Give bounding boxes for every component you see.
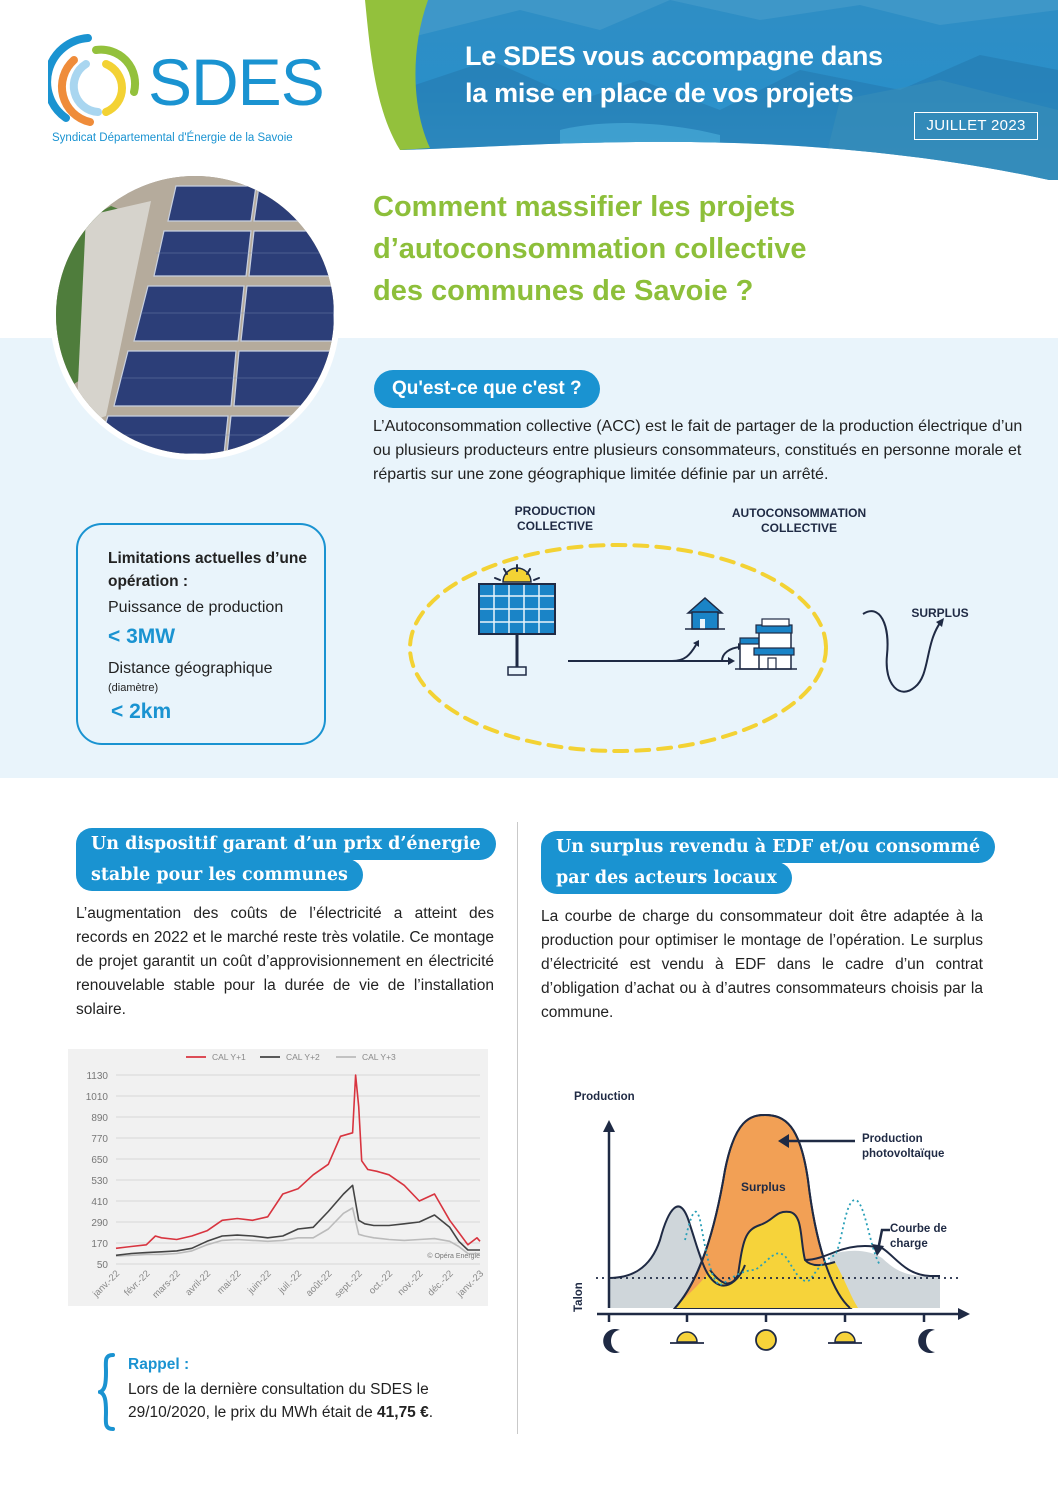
y-tick-label: 890 bbox=[91, 1113, 108, 1124]
production-collective-label bbox=[500, 504, 610, 534]
series-line-cal-y-2 bbox=[116, 1185, 480, 1255]
load-curve-annotation: Courbe de charge bbox=[890, 1223, 947, 1250]
x-tick-label: févr.-22 bbox=[122, 1268, 153, 1299]
price-section-text: L’augmentation des coûts de l’électricité a atteint des records en 2022 et le marché reste très volatile. Ce montage de projet garantit un coût d’approvisionnement en électricité renouvelable stable pour la durée de vie de l’installation solaire. bbox=[76, 905, 494, 1018]
header-title-line-1: Le SDES vous accompagne dans bbox=[465, 41, 883, 71]
x-tick-label: mai-22 bbox=[215, 1268, 244, 1297]
pv-production-annotation: Production photovoltaïque bbox=[862, 1133, 945, 1160]
brace-icon bbox=[98, 1352, 116, 1432]
logo-wordmark: SDES bbox=[148, 45, 324, 119]
surplus-section-text: La courbe de charge du consommateur doit être adaptée à la production pour optimiser le montage de l’opération. Le surplus d’électricité est vendu à EDF dans le cadre d’un contrat d’obligation d’achat ou à d’autres consommateurs choisis par la commune. bbox=[541, 908, 983, 1021]
logo-rings-icon bbox=[48, 30, 148, 130]
main-title-line-1: Comment massifier les projets bbox=[373, 191, 796, 223]
surplus-wave bbox=[863, 611, 940, 692]
series-line-cal-y-3 bbox=[116, 1208, 480, 1256]
main-title bbox=[373, 186, 933, 312]
price-chart-svg bbox=[68, 1049, 488, 1306]
chart-credit: © Opéra Energie bbox=[427, 1253, 480, 1260]
x-axis-arrow-icon bbox=[958, 1308, 970, 1320]
arrow-to-house bbox=[672, 645, 696, 661]
power-value: < 3MW bbox=[108, 625, 176, 648]
x-tick-label: avril-22 bbox=[183, 1268, 214, 1299]
rappel-price: 41,75 € bbox=[377, 1404, 429, 1421]
x-tick-label: août-22 bbox=[303, 1268, 335, 1299]
distance-label: Distance géographique bbox=[108, 660, 273, 677]
production-label-line-2: COLLECTIVE bbox=[516, 519, 593, 533]
x-tick-label: nov.-22 bbox=[395, 1268, 426, 1299]
y-tick-label: 1130 bbox=[86, 1071, 108, 1082]
production-axis-label: Production bbox=[574, 1091, 635, 1103]
load-curve-svg bbox=[560, 1080, 990, 1360]
sdes-logo bbox=[48, 30, 328, 155]
x-tick-label: janv.-22 bbox=[90, 1268, 123, 1300]
surplus-section-heading-line-1: Un surplus revendu à EDF et/ou consommé bbox=[541, 831, 995, 863]
rappel-text-end: . bbox=[428, 1404, 434, 1421]
y-tick-label: 410 bbox=[91, 1197, 108, 1208]
moon-icon bbox=[603, 1329, 620, 1353]
y-tick-label: 1010 bbox=[85, 1092, 108, 1103]
x-tick-label: juin-22 bbox=[245, 1268, 274, 1297]
limitations-box bbox=[76, 523, 326, 745]
y-axis-arrow-icon bbox=[603, 1120, 615, 1132]
surplus-section-heading-line-2: par des acteurs locaux bbox=[541, 862, 792, 894]
price-section-heading-line-2: stable pour les communes bbox=[76, 859, 363, 891]
building-icon bbox=[735, 619, 797, 669]
x-tick-label: sept.-22 bbox=[332, 1268, 365, 1301]
moon-icon-2 bbox=[918, 1329, 935, 1353]
surplus-label: SURPLUS bbox=[911, 606, 969, 620]
what-is-it-heading: Qu'est-ce que c'est ? bbox=[374, 370, 600, 408]
distance-note: (diamètre) bbox=[108, 682, 159, 694]
acc-collective-label bbox=[712, 506, 886, 536]
header-title bbox=[465, 38, 1025, 112]
distance-value: < 2km bbox=[111, 700, 172, 723]
main-title-line-2: d’autoconsommation collective bbox=[373, 233, 807, 265]
x-tick-label: oct.-22 bbox=[366, 1268, 396, 1297]
y-tick-label: 650 bbox=[91, 1155, 108, 1166]
x-tick-label: juil.-22 bbox=[276, 1268, 305, 1296]
power-label: Puissance de production bbox=[108, 599, 284, 616]
rappel-text bbox=[128, 1378, 478, 1424]
sunset-icon bbox=[828, 1332, 862, 1343]
acc-diagram-graphic bbox=[400, 495, 1020, 770]
column-divider bbox=[517, 822, 518, 1434]
y-tick-label: 290 bbox=[91, 1218, 108, 1229]
acc-label-line-2: COLLECTIVE bbox=[760, 521, 837, 535]
y-tick-label: 770 bbox=[91, 1134, 108, 1145]
x-tick-label: janv.-23 bbox=[454, 1268, 487, 1300]
price-chart bbox=[68, 1049, 488, 1306]
surplus-annotation: Surplus bbox=[741, 1180, 786, 1194]
main-title-line-3: des communes de Savoie ? bbox=[373, 275, 754, 307]
solar-panels-photo bbox=[50, 170, 340, 460]
rappel-text-main: Lors de la dernière consultation du SDES le 29/10/2020, le prix du MWh était de bbox=[128, 1381, 429, 1421]
rappel-callout bbox=[98, 1352, 478, 1432]
acc-label-line-1: AUTOCONSOMMATION bbox=[731, 506, 867, 520]
sun-icon bbox=[756, 1330, 776, 1350]
rappel-title: Rappel : bbox=[128, 1356, 190, 1373]
production-label-line-1: PRODUCTION bbox=[514, 504, 596, 518]
price-section-heading-line-1: Un dispositif garant d’un prix d’énergie bbox=[76, 828, 496, 860]
legend-label: CAL Y+1 bbox=[212, 1052, 246, 1062]
y-tick-label: 50 bbox=[96, 1260, 108, 1271]
solar-panel-icon bbox=[479, 565, 555, 675]
y-tick-label: 530 bbox=[91, 1176, 108, 1187]
load-curve-chart bbox=[560, 1080, 990, 1360]
acc-diagram bbox=[400, 495, 1020, 770]
house-icon bbox=[685, 598, 725, 629]
x-tick-label: mars-22 bbox=[150, 1268, 183, 1301]
solar-roof-image bbox=[56, 176, 334, 454]
header-title-line-2: la mise en place de vos projets bbox=[465, 78, 854, 108]
legend-label: CAL Y+3 bbox=[362, 1052, 396, 1062]
legend-label: CAL Y+2 bbox=[286, 1052, 320, 1062]
talon-label: Talon bbox=[573, 1282, 585, 1312]
y-tick-label: 170 bbox=[91, 1239, 108, 1250]
sunrise-icon bbox=[670, 1332, 704, 1343]
acc-definition-text: L’Autoconsommation collective (ACC) est le fait de partager de la production électrique d’un ou plusieurs producteurs entre plusieurs consommateurs, constitués en personne morale et répartis sur une zone géographique limitée définie par un arrêté. bbox=[373, 418, 1023, 483]
logo-subtitle: Syndicat Départemental d'Énergie de la Savoie bbox=[52, 132, 293, 144]
limitations-title: Limitations actuelles d’une opération : bbox=[108, 550, 307, 590]
date-badge: JUILLET 2023 bbox=[914, 112, 1038, 140]
x-tick-label: déc.-22 bbox=[425, 1268, 456, 1299]
